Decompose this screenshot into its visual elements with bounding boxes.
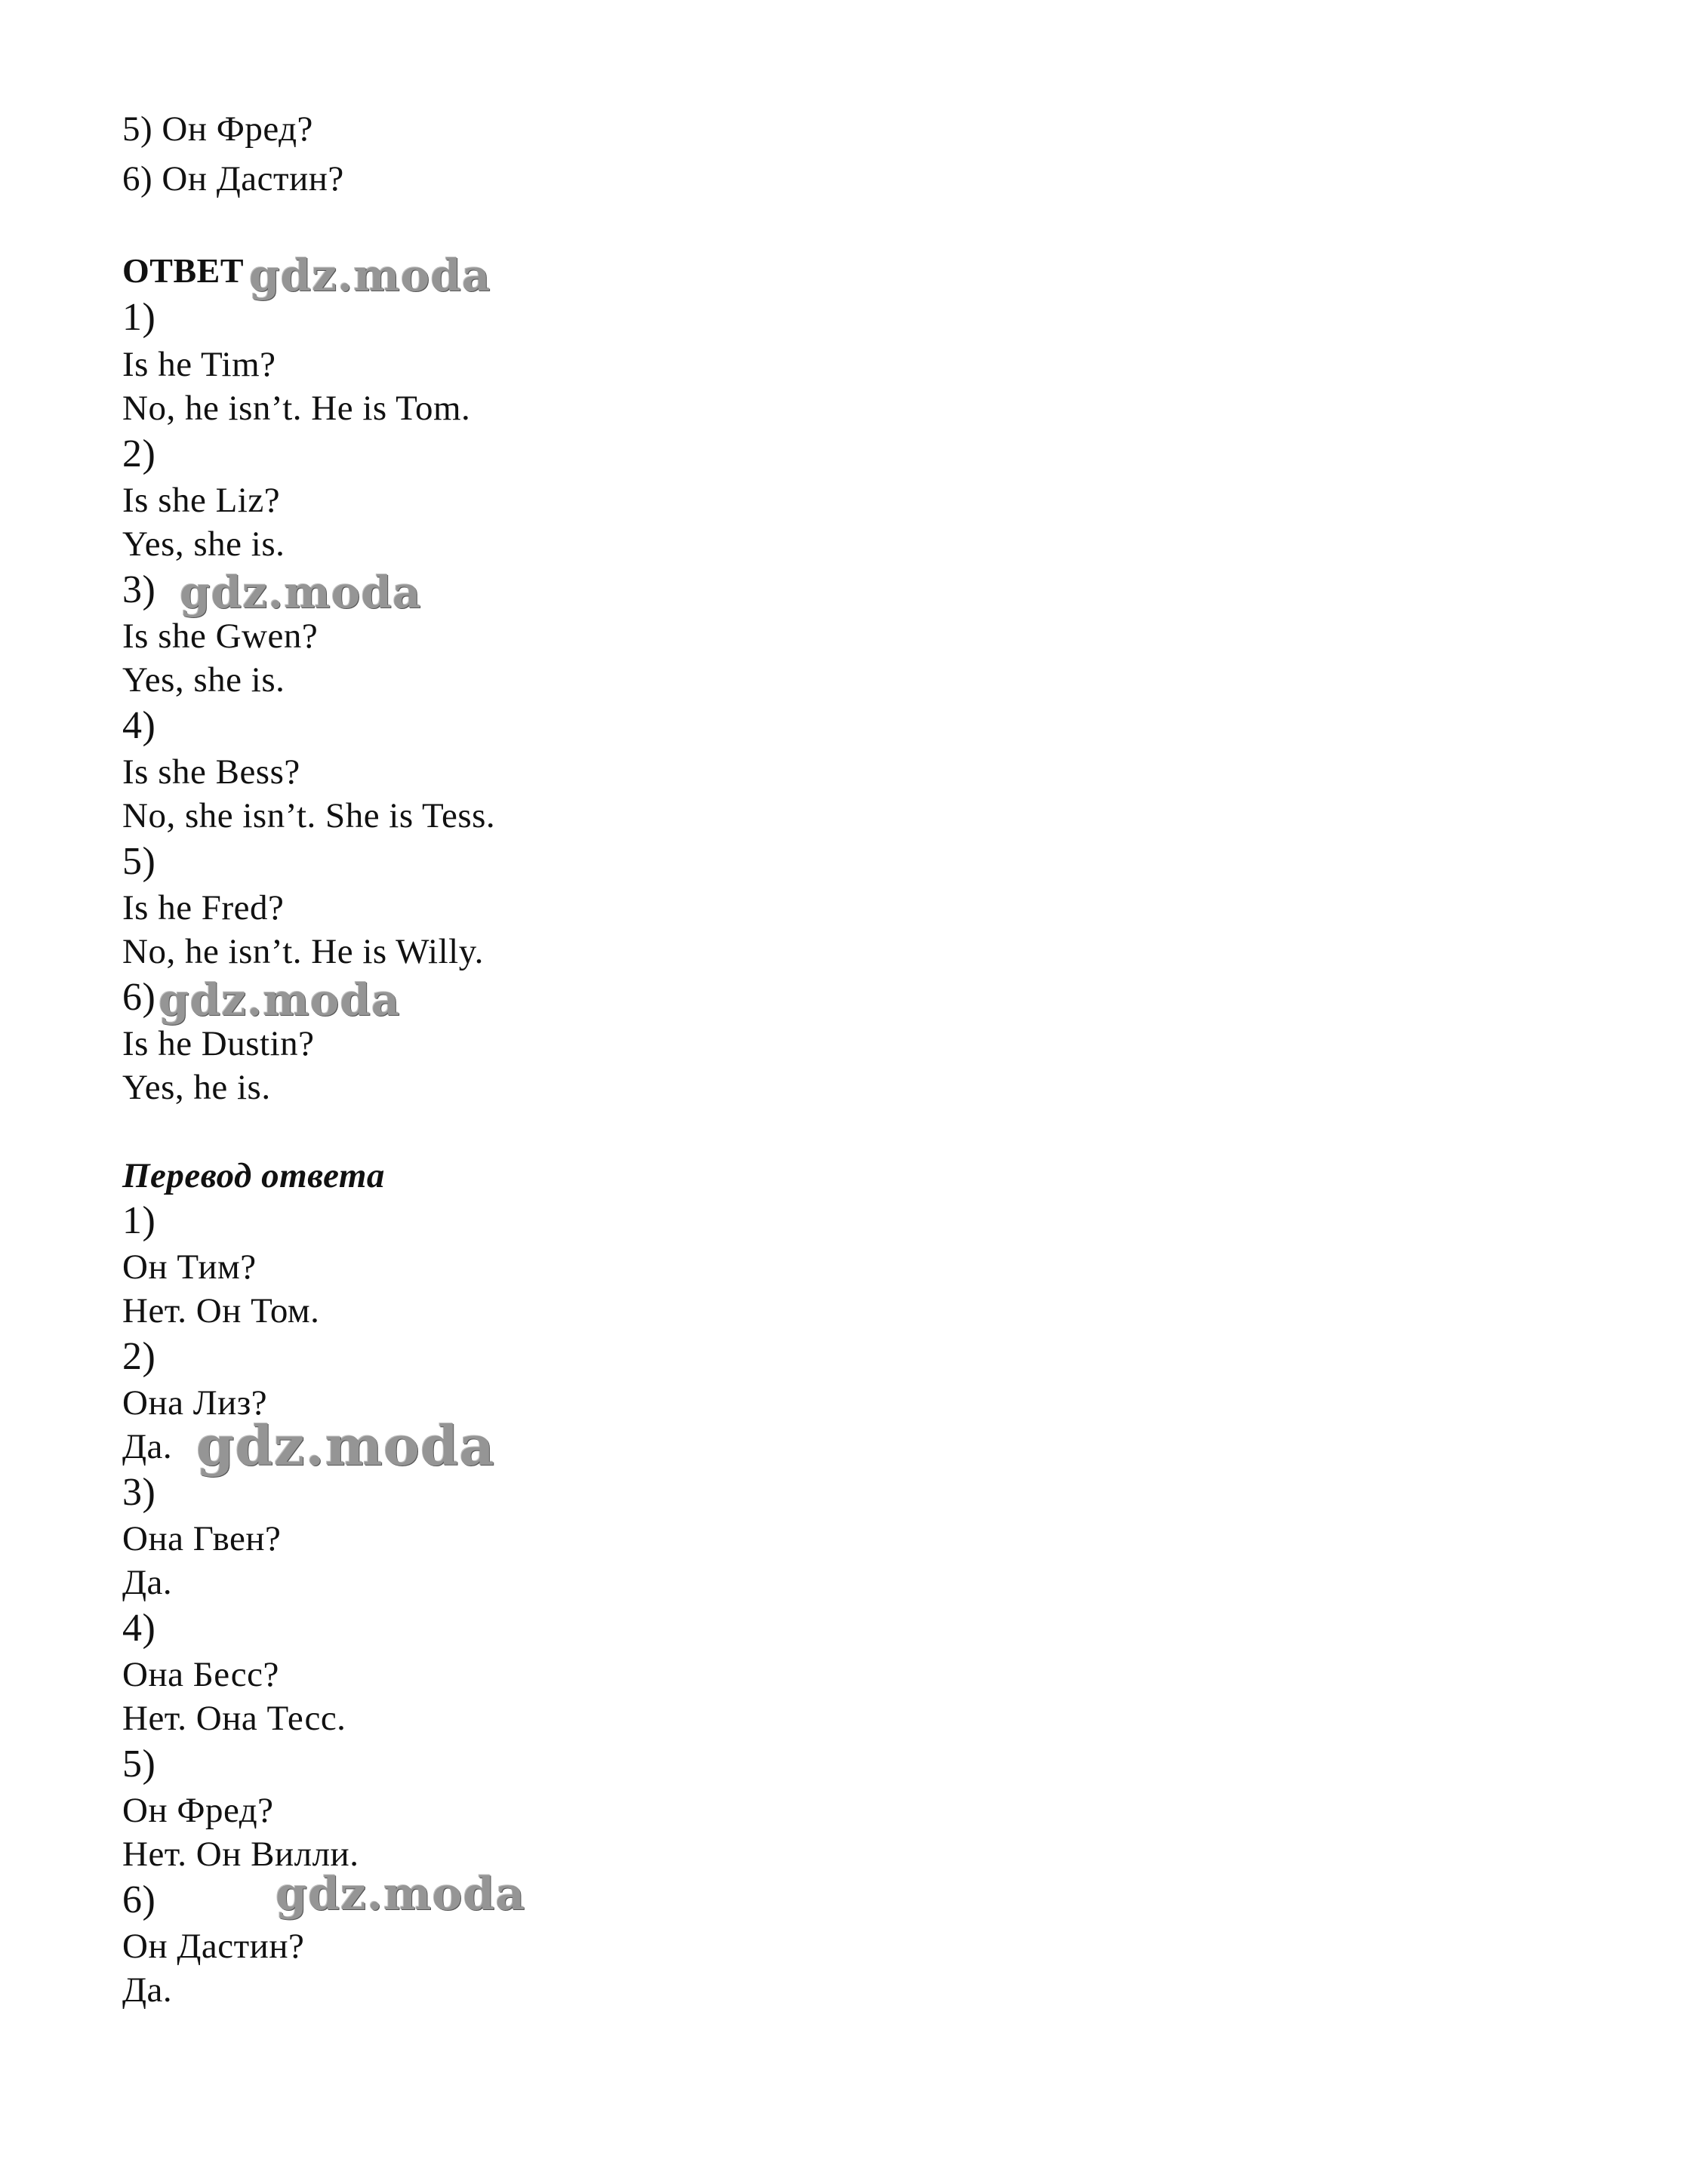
answer-6-question: Is he Dustin? xyxy=(122,1024,315,1063)
translation-4-question: Она Бесс? xyxy=(122,1655,279,1694)
answer-6-reply: Yes, he is. xyxy=(122,1068,271,1107)
translation-1-reply: Нет. Он Том. xyxy=(122,1291,320,1330)
answer-4-question: Is she Bess? xyxy=(122,752,300,792)
answer-5-reply: No, he isn’t. He is Willy. xyxy=(122,932,484,971)
question-5: 5) Он Фред? xyxy=(122,109,313,149)
answer-4-reply: No, she isn’t. She is Tess. xyxy=(122,796,496,835)
answer-5-question: Is he Fred? xyxy=(122,888,285,927)
translation-3-number: 3) xyxy=(122,1471,156,1514)
answer-heading: ОТВЕТ xyxy=(122,251,245,290)
answer-1-reply: No, he isn’t. He is Tom. xyxy=(122,389,471,428)
translation-heading: Перевод ответа xyxy=(122,1156,385,1195)
translation-4-reply: Нет. Она Тесс. xyxy=(122,1699,346,1738)
answer-3-number: 3) xyxy=(122,568,156,611)
answer-2-reply: Yes, she is. xyxy=(122,524,285,564)
translation-2-reply: Да. xyxy=(122,1427,173,1466)
translation-5-question: Он Фред? xyxy=(122,1791,274,1830)
answer-1-question: Is he Tim? xyxy=(122,345,276,384)
watermark: gdz.moda xyxy=(249,250,491,301)
translation-6-reply: Да. xyxy=(122,1970,173,2010)
translation-3-reply: Да. xyxy=(122,1563,173,1602)
watermark: gdz.moda xyxy=(180,567,422,618)
answer-4-number: 4) xyxy=(122,704,156,747)
answer-3-question: Is she Gwen? xyxy=(122,617,319,656)
translation-6-question: Он Дастин? xyxy=(122,1927,305,1966)
question-6: 6) Он Дастин? xyxy=(122,159,344,198)
watermark: gdz.moda xyxy=(276,1868,526,1921)
translation-5-reply: Нет. Он Вилли. xyxy=(122,1835,359,1874)
answer-3-reply: Yes, she is. xyxy=(122,660,285,700)
watermark: gdz.moda xyxy=(196,1413,495,1478)
translation-1-number: 1) xyxy=(122,1199,156,1242)
translation-2-number: 2) xyxy=(122,1335,156,1378)
watermark: gdz.moda xyxy=(159,974,401,1026)
translation-4-number: 4) xyxy=(122,1607,156,1650)
answer-1-number: 1) xyxy=(122,296,156,339)
answer-2-number: 2) xyxy=(122,432,156,475)
translation-3-question: Она Гвен? xyxy=(122,1519,282,1558)
translation-6-number: 6) xyxy=(122,1878,156,1921)
answer-6-number: 6) xyxy=(122,976,156,1019)
translation-1-question: Он Тим? xyxy=(122,1247,257,1287)
translation-2-question: Она Лиз? xyxy=(122,1383,268,1423)
answer-2-question: Is she Liz? xyxy=(122,481,281,520)
translation-5-number: 5) xyxy=(122,1743,156,1786)
answer-5-number: 5) xyxy=(122,840,156,883)
